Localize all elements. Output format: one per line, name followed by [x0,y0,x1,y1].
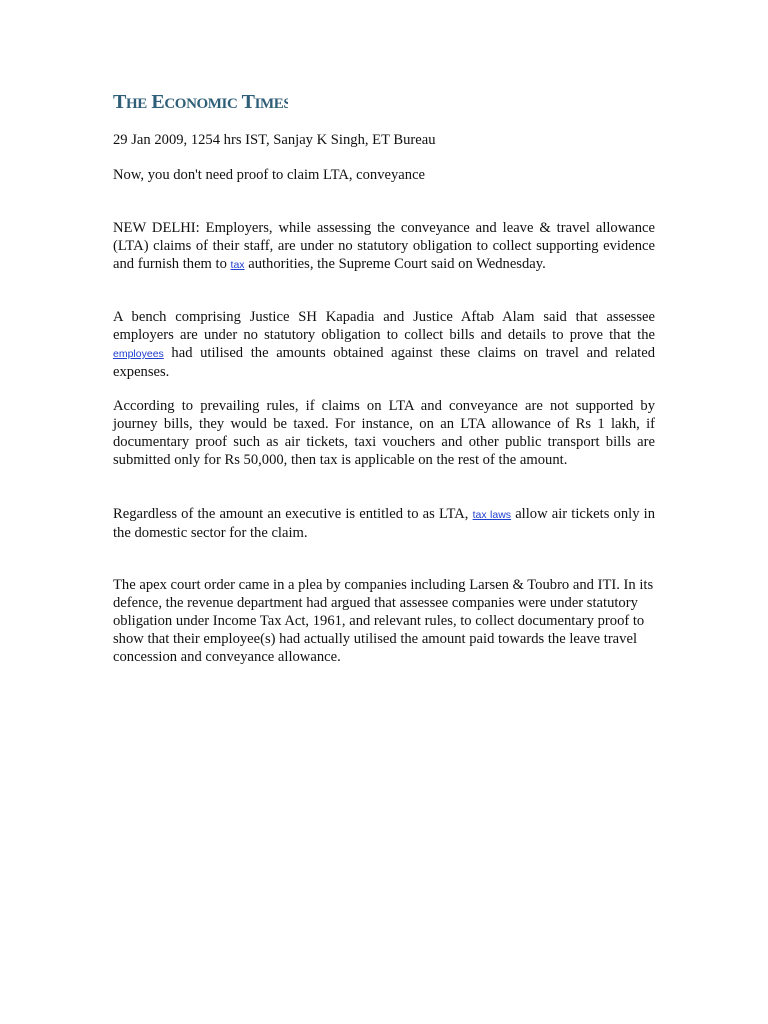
paragraph-text: authorities, the Supreme Court said on Wednesday. [244,256,546,272]
article-paragraph-4 [113,505,655,542]
article-paragraph-5: The apex court order came in a plea by companies including Larsen & Toubro and ITI. In its defence, the revenue department had argued that assessee companies were under statutory obligation under Income Tax Act, 1961, and relevant rules, to collect documentary proof to show that their employee(s) had actually utilised the amount paid towards the leave travel concession and conveyance allowance. [113,577,654,665]
svg-text:THE ECONOMIC TIMES: THE ECONOMIC TIMES [113,91,288,113]
article-paragraph-2 [113,308,655,381]
paragraph-text: Regardless of the amount an executive is entitled to as LTA, [113,506,473,522]
tax-link[interactable]: tax [230,259,245,271]
article-paragraph-3: According to prevailing rules, if claims on LTA and conveyance are not supported by journey bills, they would be taxed. For instance, on an LTA allowance of Rs 1 lakh, if documentary proof such as air tickets, taxi vouchers and other public transport bills are submitted only for Rs 50,000, then tax is applicable on the rest of the amount. [113,398,655,468]
masthead-logo [113,89,288,113]
paragraph-text: NEW DELHI: Employers, while assessing the conveyance and leave & travel allowance (LTA) claims of their staff, are under no statutory obligation to collect supporting evidence and furnish them to [113,220,655,272]
paragraph-text: A bench comprising Justice SH Kapadia and Justice Aftab Alam said that assessee employers are under no statutory obligation to collect bills and details to prove that the [113,309,655,343]
paragraph-text: had utilised the amounts obtained against these claims on travel and related expenses. [113,345,655,380]
publication-masthead [113,89,288,119]
article-byline: 29 Jan 2009, 1254 hrs IST, Sanjay K Singh, ET Bureau [113,132,436,148]
tax-laws-link[interactable]: tax laws [472,509,512,521]
paragraph-text: allow air tickets only in the domestic sector for the claim. [113,506,655,541]
article-paragraph-1 [113,219,655,274]
article-headline: Now, you don't need proof to claim LTA, conveyance [113,167,426,183]
employees-link[interactable]: employees [113,348,164,360]
